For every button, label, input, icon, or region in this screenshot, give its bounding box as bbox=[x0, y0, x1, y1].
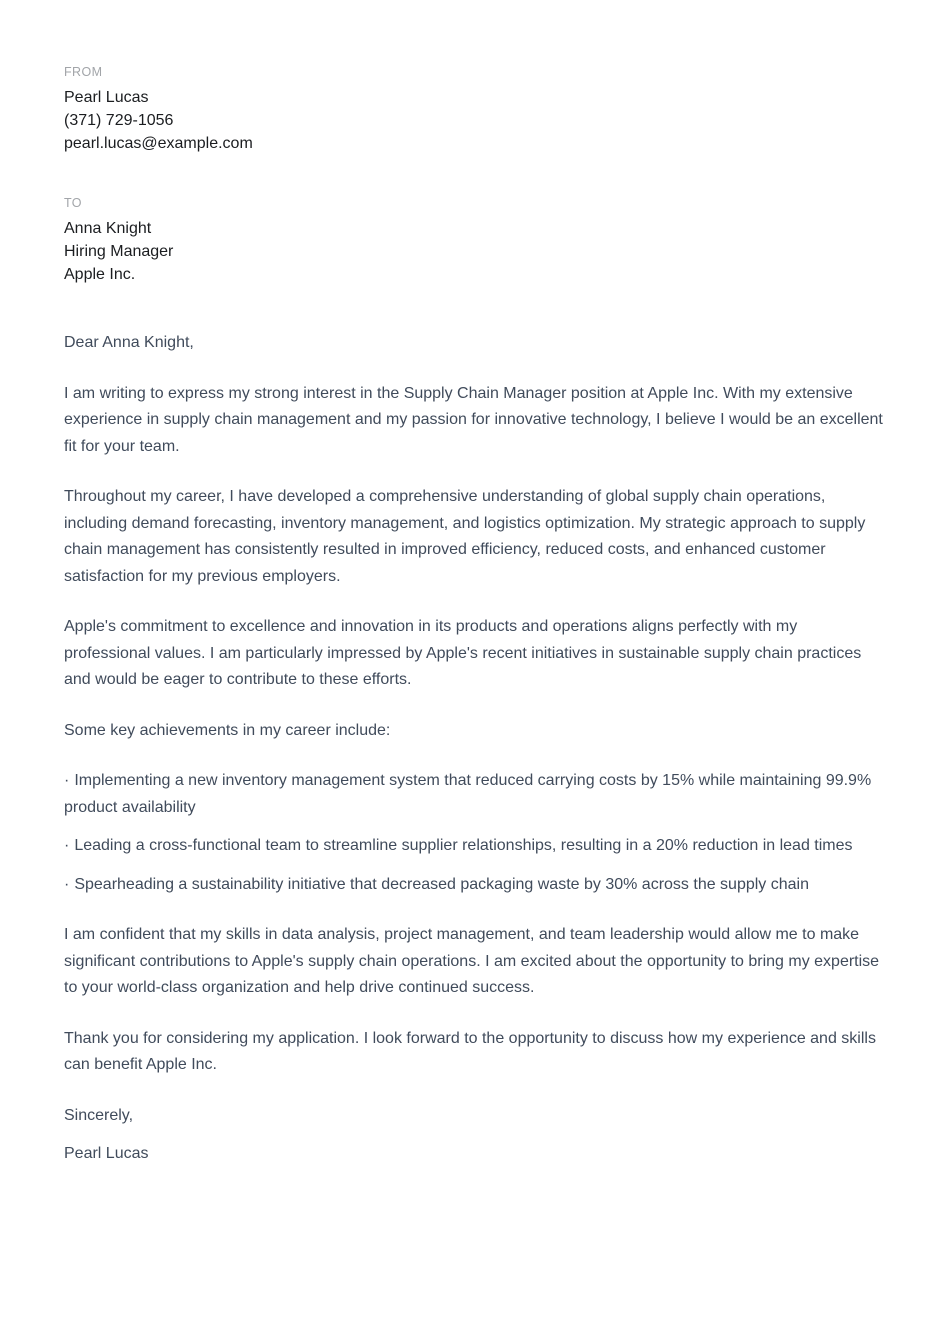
achievement-text: Implementing a new inventory management system that reduced carrying costs by 15% while maintaining 99.9% product availability bbox=[64, 772, 872, 816]
to-block bbox=[64, 195, 886, 286]
recipient-name: Anna Knight bbox=[64, 220, 152, 237]
achievement-text: Leading a cross-functional team to streamline supplier relationships, resulting in a 20% reduction in lead times bbox=[74, 837, 853, 854]
recipient-company: Apple Inc. bbox=[64, 266, 136, 283]
paragraph-intro: I am writing to express my strong interest in the Supply Chain Manager position at Apple Inc. With my extensive experience in supply chain management and my passion for innovative technology, I believe I would be an excellent fit for your team. bbox=[64, 384, 883, 455]
salutation: Dear Anna Knight, bbox=[64, 334, 194, 351]
letter-body bbox=[64, 330, 886, 1168]
bullet-icon: · bbox=[64, 837, 70, 854]
achievement-item bbox=[64, 872, 886, 899]
bullet-icon: · bbox=[64, 875, 70, 893]
achievements-intro: Some key achievements in my career include: bbox=[64, 721, 391, 739]
signoff: Sincerely, bbox=[64, 1106, 134, 1124]
paragraph-company-fit: Apple's commitment to excellence and innovation in its products and operations aligns perfectly with my professional values. I am particularly impressed by Apple's recent initiatives in sustainable supply chain practices and would be eager to contribute to these efforts. bbox=[64, 618, 862, 688]
paragraph-thanks: Thank you for considering my application. I look forward to the opportunity to discuss how my experience and skills can benefit Apple Inc. bbox=[64, 1029, 876, 1073]
recipient-title: Hiring Manager bbox=[64, 243, 174, 260]
sender-email: pearl.lucas@example.com bbox=[64, 135, 253, 152]
achievement-text: Spearheading a sustainability initiative that decreased packaging waste by 30% across the supply chain bbox=[74, 875, 809, 893]
from-label: FROM bbox=[64, 65, 103, 79]
bullet-icon: · bbox=[64, 772, 70, 789]
achievement-item bbox=[64, 833, 886, 860]
to-label: TO bbox=[64, 196, 82, 210]
paragraph-experience: Throughout my career, I have developed a comprehensive understanding of global supply chain operations, including demand forecasting, inventory management, and logistics optimization. My strategic approach to supply chain management has consistently resulted in improved efficiency, reduced costs, and enhanced customer satisfaction for my previous employers. bbox=[64, 488, 866, 585]
achievement-item bbox=[64, 768, 886, 821]
sender-phone: (371) 729-1056 bbox=[64, 112, 174, 129]
from-block bbox=[64, 64, 886, 155]
signature-name: Pearl Lucas bbox=[64, 1145, 149, 1162]
paragraph-confidence: I am confident that my skills in data analysis, project management, and team leadership would allow me to make significant contributions to Apple's supply chain operations. I am excited about the opportunity to bring my expertise to your world-class organization and help drive continued success. bbox=[64, 926, 880, 996]
letter-header bbox=[64, 64, 886, 286]
sender-name: Pearl Lucas bbox=[64, 89, 149, 106]
